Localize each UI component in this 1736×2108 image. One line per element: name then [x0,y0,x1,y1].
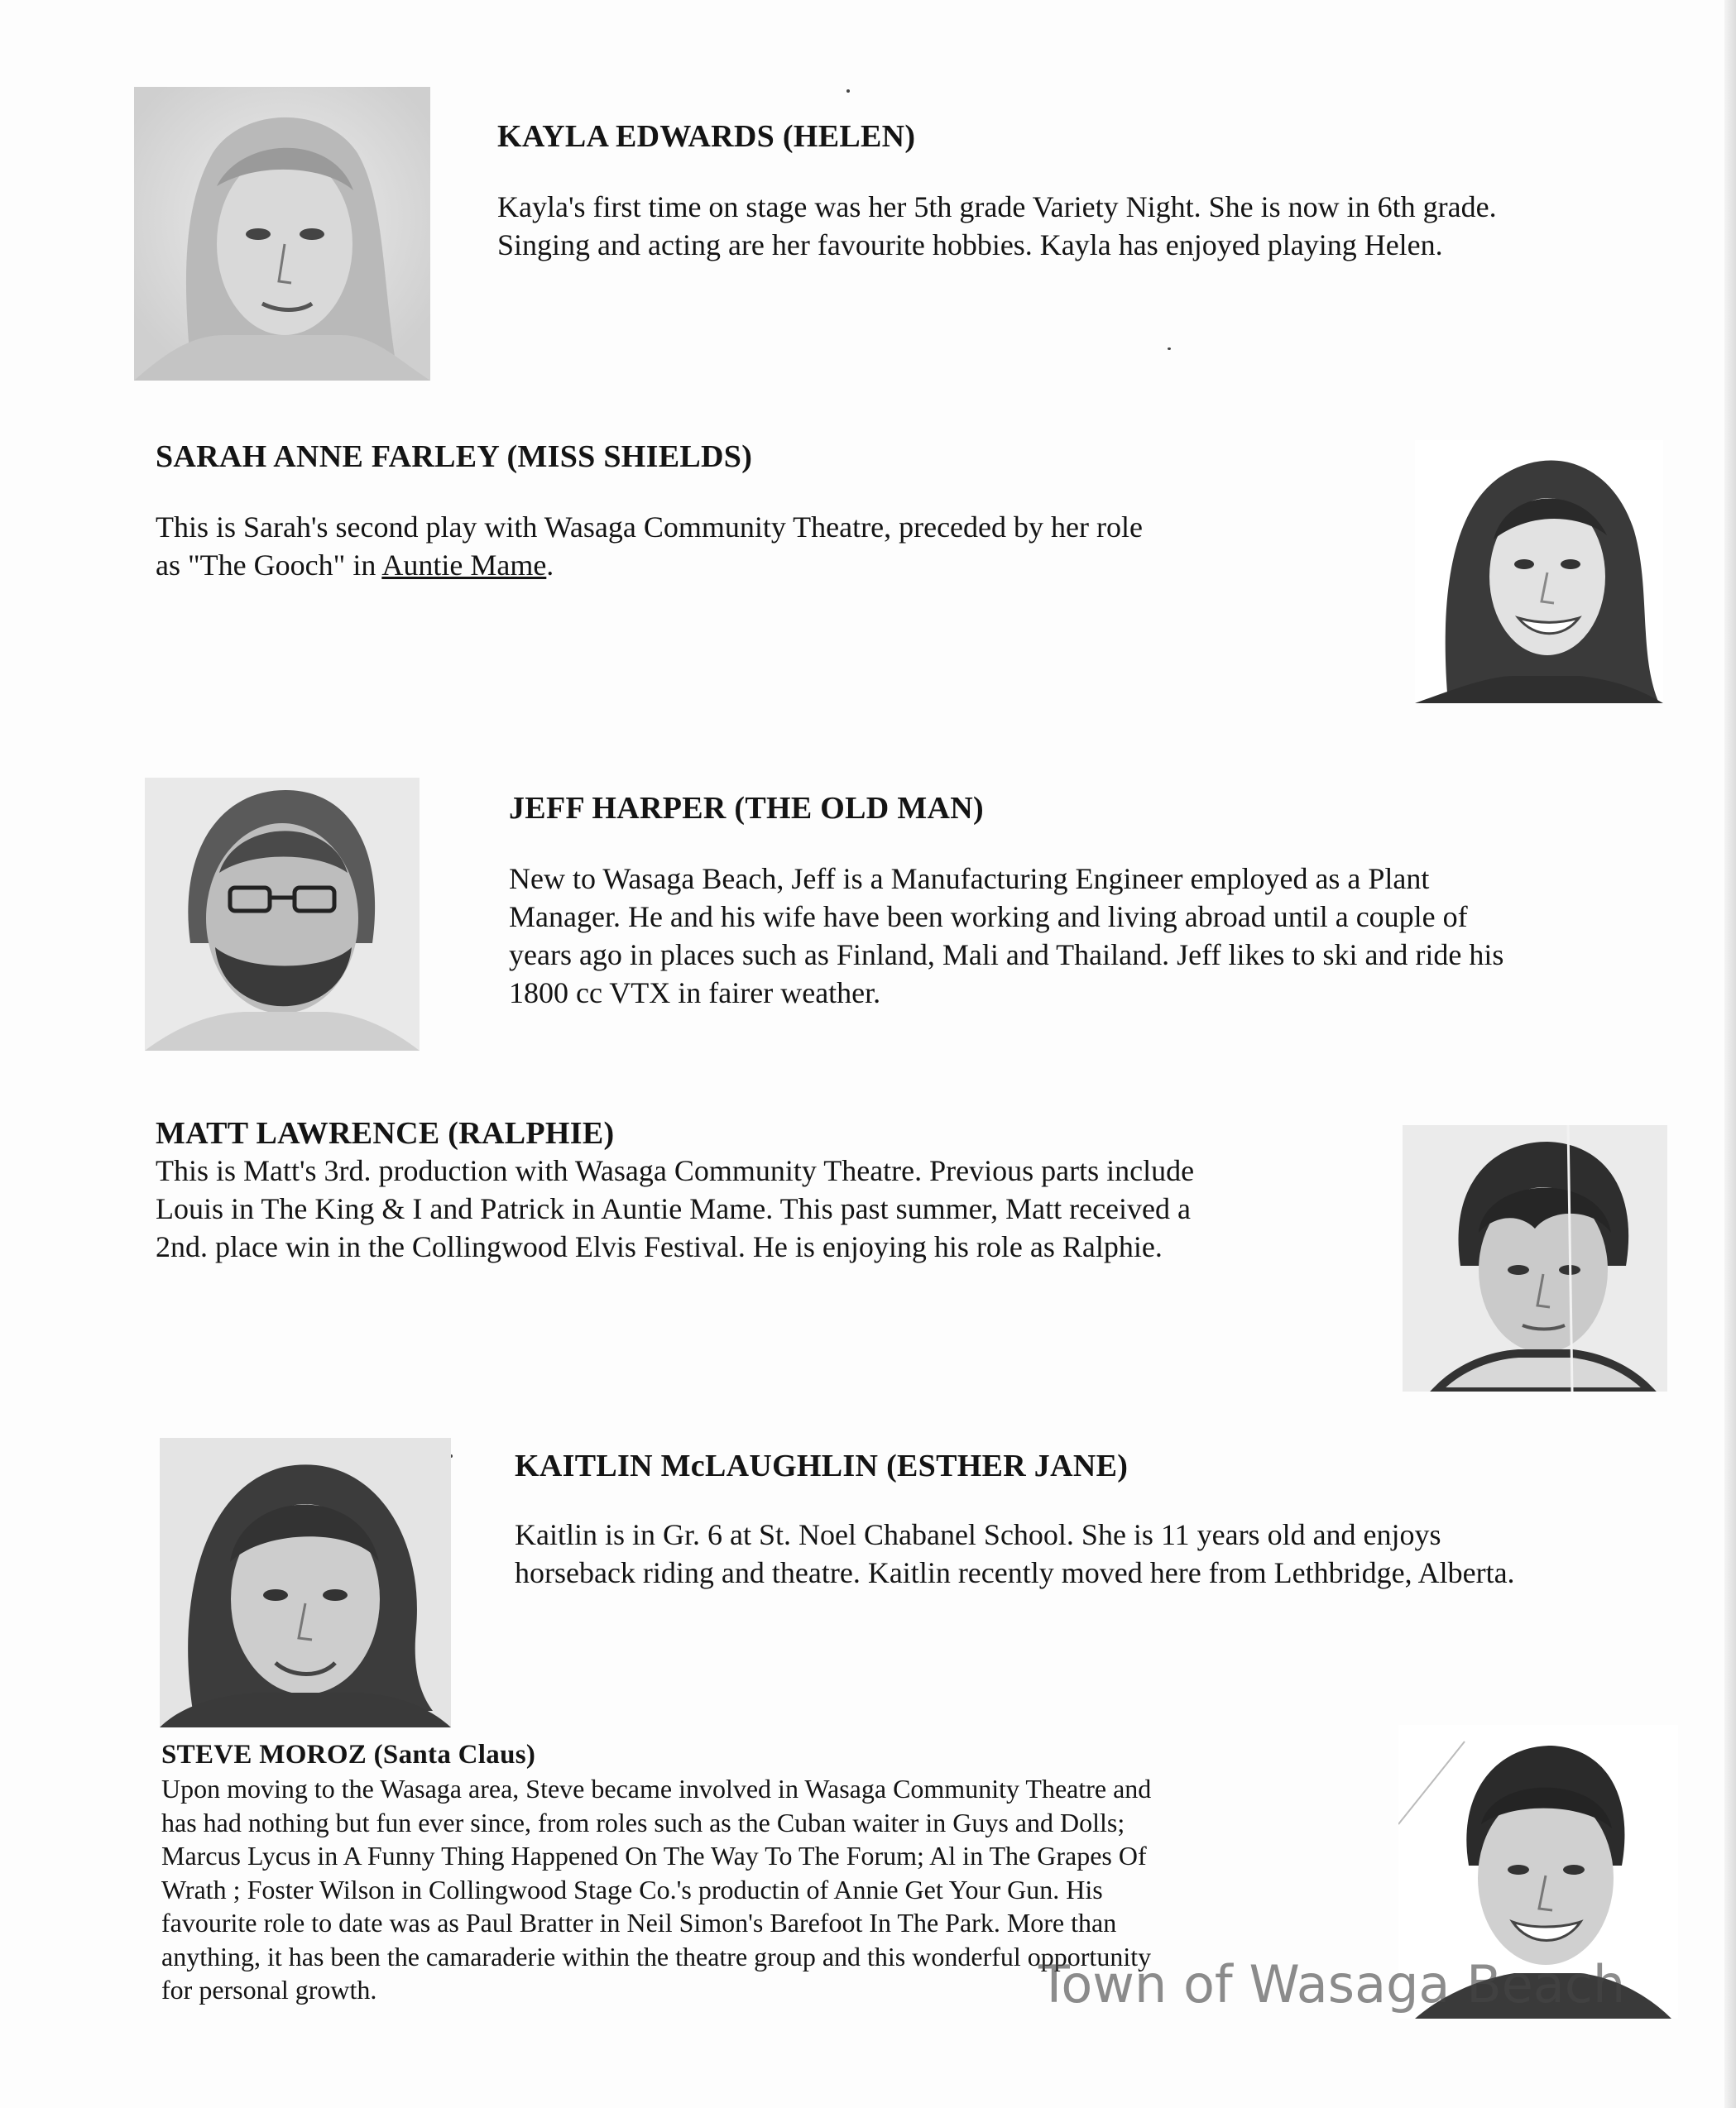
sarah-bio-block [156,438,1143,584]
matt-photo [1403,1125,1667,1392]
bio-line: Wrath ; Foster Wilson in Collingwood Stage Co.'s productin of Annie Get Your Gun. His [161,1874,1103,1904]
kayla-bio-block [497,118,1497,264]
bio-line: Singing and acting are her favourite hobbies. Kayla has enjoyed playing Helen. [497,228,1443,261]
play-title: Auntie Mame [381,549,547,582]
cast-name: STEVE MOROZ (Santa Claus) [161,1740,536,1770]
portrait-bearded-man-icon [145,778,420,1051]
jeff-bio-block [509,790,1503,1012]
bio-line: Marcus Lycus in A Funny Thing Happened On The Way To The Forum; Al in The Grapes Of [161,1841,1147,1871]
cast-bio [156,1152,1194,1266]
bio-line: 1800 cc VTX in fairer weather. [509,976,881,1009]
jeff-photo [145,778,420,1051]
bio-line [156,546,1143,584]
kaitlin-bio-block [515,1448,1515,1592]
bio-text: . [546,549,554,582]
bio-line: This is Matt's 3rd. production with Wasaga Community Theatre. Previous parts include [156,1154,1195,1187]
scan-speck [1168,347,1171,350]
matt-bio-block [156,1115,1194,1266]
cast-name: MATT LAWRENCE (RALPHIE) [156,1116,615,1151]
bio-line: New to Wasaga Beach, Jeff is a Manufacturing Engineer employed as a Plant [509,862,1430,895]
cast-bio [161,1772,1151,2007]
portrait-teen-boy-icon [1403,1125,1667,1392]
steve-bio-block [161,1740,1151,2007]
bio-line: favourite role to date was as Paul Bratter in Neil Simon's Barefoot In The Park. More than [161,1908,1117,1938]
cast-name: KAITLIN McLAUGHLIN (ESTHER JANE) [515,1449,1129,1483]
cast-bio [156,508,1143,584]
bio-line: Manager. He and his wife have been working and living abroad until a couple of [509,900,1468,933]
cast-bio [509,860,1503,1012]
portrait-woman-smiling-icon [1415,440,1663,703]
portrait-girl-long-hair-icon [134,87,430,381]
bio-line: years ago in places such as Finland, Mali and Thailand. Jeff likes to ski and ride his [509,938,1504,971]
cast-name: SARAH ANNE FARLEY (MISS SHIELDS) [156,439,753,474]
scan-speck [846,89,850,93]
bio-line: Louis in The King & I and Patrick in Auntie Mame. This past summer, Matt received a [156,1192,1191,1225]
cast-bio [497,188,1497,264]
bio-line: horseback riding and theatre. Kaitlin recently moved here from Lethbridge, Alberta. [515,1556,1515,1589]
bio-line: Kaitlin is in Gr. 6 at St. Noel Chabanel School. She is 11 years old and enjoys [515,1518,1441,1551]
bio-line: anything, it has been the camaraderie within the theatre group and this wonderful opportunity [161,1941,1152,1971]
kaitlin-photo [160,1438,451,1727]
watermark: Town of Wasaga Beach [1038,1954,1626,2015]
cast-bio [515,1516,1515,1592]
kayla-photo [134,87,430,381]
cast-name: KAYLA EDWARDS (HELEN) [497,119,916,154]
bio-line: 2nd. place win in the Collingwood Elvis Festival. He is enjoying his role as Ralphie. [156,1230,1163,1263]
portrait-girl-curly-hair-icon [160,1438,451,1727]
bio-line: Upon moving to the Wasaga area, Steve became involved in Wasaga Community Theatre and [161,1774,1152,1804]
bio-line: for personal growth. [161,1975,377,2005]
cast-name: JEFF HARPER (THE OLD MAN) [509,791,984,826]
sarah-photo [1415,440,1663,703]
bio-text: as "The Gooch" in [156,549,382,582]
bio-line: has had nothing but fun ever since, from roles such as the Cuban waiter in Guys and Dolls; [161,1807,1125,1837]
bio-line: This is Sarah's second play with Wasaga Community Theatre, preceded by her role [156,510,1143,544]
bio-line: Kayla's first time on stage was her 5th grade Variety Night. She is now in 6th grade. [497,190,1497,223]
page-edge [1724,0,1736,2108]
